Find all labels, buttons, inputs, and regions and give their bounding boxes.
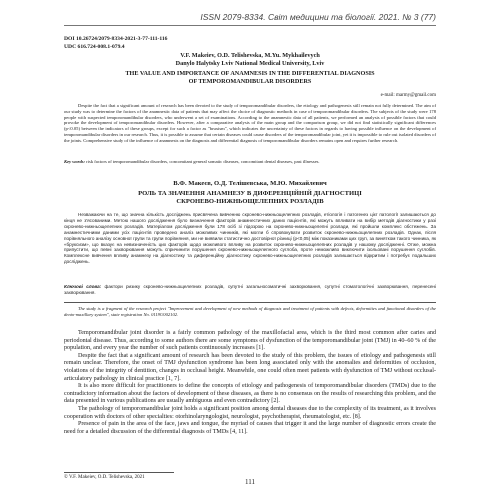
abstract-en: Despite the fact that a significant amount of research has been devoted to the study of temporomandibular disorders, the etiology and pathogenesis still remain not fully determined. The aim of our study was to determine the factors of the anamnestic data of patients that may affect the choice of diagnostic methods in case of temporomandibular disorders. The subjects of the study were 178 people with suspected temporomandibular disorders, who underwent a set of examinations. According to the anamnestic data of all patients, we performed an analysis of possible factors that could provoke the development of temporomandibular disorders. However, after a comparative analysis of the main group and the comparison group, we did not find statistically significant differences (p<0.05) between the indicators of these groups, except for such a factor as "bruxism", which indicates the uncertainty of these factors in regards to having possible influence on the development of temporomandibular disorders in our research. Thus, it is possible to assume that certain diseases could cause disorders of the temporomandibular joint, yet it is impossible to rule out isolated disorders of the joints. Comprehensive study of the influence of anamnesis on the diagnosis and differential diagnosis of temporomandibular disorders remains open and requires further research. (64, 103, 436, 143)
title-ua (64, 190, 436, 206)
header-rule (64, 25, 436, 26)
title-ua-line2: СКРОНЕВО-НИЖНЬОЩЕЛЕПНИХ РОЗЛАДІВ (176, 198, 324, 205)
keywords-ua-label: Ключові слова: (64, 284, 102, 289)
doi: DOI 10.26724/2079-8334-2021-3-77-111-116 (64, 36, 168, 42)
body-paragraph: Despite the fact that a significant amount of research has been devoted to the study of this problem, the issues of etiology and pathogenesis still remain unclear. Therefore, the onset of TMJ dysfunction syndrome has been long associated only with the anomalies and deformities of occlusion, violations of the integrity of dentition, changes in occlusal height. Meanwhile, one could often meet patients with dysfunction of TMJ without occlusal-articulatory pathology in clinical practice [1, 7]. (64, 352, 436, 382)
title-en-line2: OF TEMPOROMANDIBULAR DISORDERS (188, 77, 312, 85)
page-number: 111 (245, 478, 255, 486)
body-paragraph: Temporomandibular joint disorder is a fairly common pathology of the maxillofacial area, which is the third most common after caries and periodontal disease. Thus, according to some authors there are some symptoms of dysfunction of the temporomandibular joint (TMJ) in 40–60 % of the population, and every year the number of such patients continuously increases [1]. (64, 330, 436, 352)
affiliation-en: Danylo Halytsky Lviv National Medical University, Lviv (175, 59, 325, 67)
abstract-ua: Незважаючи на те, що значна кількість досліджень присвячена вивченню скронево-нижньощелепних розладів, етіологія і патогенез цієї патології залишаються до кінця не з'ясованими. Метою нашого дослідження було визначення факторів анамнестичних даних пацієнтів, які можуть впливати на вибір методів діагностики у разі скронево-нижньощелепних розладів. Матеріалом дослідження були 178 осіб зі підозрою на скронево-нижньощелепні розлади, які пройшли комплекс обстежень. За анамнестичними даними усіх пацієнтів проведено аналіз можливих чинників, які могли б спровокувати розвиток скронево-нижньощелепних розладів. Однак, після порівняльного аналізу основної групи та групи порівняння, ми не виявили статистично достовірної різниці (p<0,05) між показниками цих груп, за винятком такого чинника, як «бруксизм», що вказує на невизначеність цих факторів щодо можливого впливу на розвиток скронево-нижньощелепних розладів у нашому дослідженні. Отже, можна припустити, що певні захворювання можуть спричинити порушення скронево-нижньощелепного суглоба, проте неможливо виключити ізольовані порушення суглобів. Комплексне вивчення впливу анамнезу на діагностику та диференційну діагностику скронево-нижньощелепних розладів залишається відкритим і потребує подальших досліджень. (64, 212, 436, 265)
title-ua-line1: РОЛЬ ТА ЗНАЧЕННЯ АНАМНЕЗУ В ДИФЕРЕНЦІЙНІЙ ДІАГНОСТИЦІ (138, 190, 362, 197)
keywords-en-label: Key words: (64, 159, 86, 164)
keywords-en-text: risk factors of temporomandibular disorders, concomitant general somatic diseases, concomitant dental diseases, past illnesses. (86, 159, 320, 164)
article-body (64, 330, 436, 436)
body-paragraph: The pathology of temporomandibular joint holds a significant position among dental diseases due to the complexity of its treatment, as it involves cooperation with doctors of other specialties: otorhinolaryngologist, neurologist, psychotherapist, rheumatologist, etc. [8]. (64, 405, 436, 420)
journal-title: ISSN 2079-8334. Світ медицини та біології. 2021. № 3 (77) (200, 12, 436, 22)
authors-block-en (64, 52, 436, 67)
email: e-mail: marmy@gmail.com (380, 93, 436, 98)
udc: UDC 616.724-008.1-079.4 (64, 43, 125, 50)
page-footer (64, 472, 436, 488)
identifiers (64, 36, 436, 51)
title-en (64, 70, 436, 85)
keywords-en (64, 159, 436, 165)
body-paragraph: It is also more difficult for practitioners to define the concepts of etiology and pathogenesis of temporomandibular disorders (TMDs) due to the contradictory information about the factors of development of these diseases, as there is no consensus on the results of researching this problem, and the data presented in various publications are usually ambiguous and even contradictory [2]. (64, 383, 436, 405)
section-divider (64, 302, 436, 303)
copyright: © V.F. Makeiev, O.D. Telishevska, 2021 (64, 475, 145, 480)
keywords-ua (64, 284, 436, 296)
footer-rule (64, 472, 174, 473)
running-header (64, 12, 436, 32)
authors-ua: В.Ф. Макеєв, О.Д. Телішевська, М.Ю. Михайлевич (173, 180, 327, 187)
research-fragment-note: The study is a fragment of the research project "Improvement and development of new methods of diagnosis and treatment of patients with defects, deformities and functional disorders of the dento-maxillary system", state registration No. 0119U002102. (64, 306, 436, 317)
keywords-ua-text: фактори ризику скронево-нижньощелепних розладів, супутні загальносоматичні захворювання, супутні стоматологічні захворювання, перенесені захворювання. (64, 284, 436, 295)
body-paragraph: Presence of pain in the area of the face, jaws and tongue, the myriad of causes that trigger it and the large number of diagnostic errors create the need for a detailed discussion of the differential diagnosis of TMDs [4, 11]. (64, 421, 436, 435)
title-en-line1: THE VALUE AND IMPORTANCE OF ANAMNESIS IN THE DIFFERENTIAL DIAGNOSIS (125, 70, 375, 77)
authors-en: V.F. Makeiev, O.D. Telishevska, M.Yu. Mykhailevych (180, 52, 320, 59)
